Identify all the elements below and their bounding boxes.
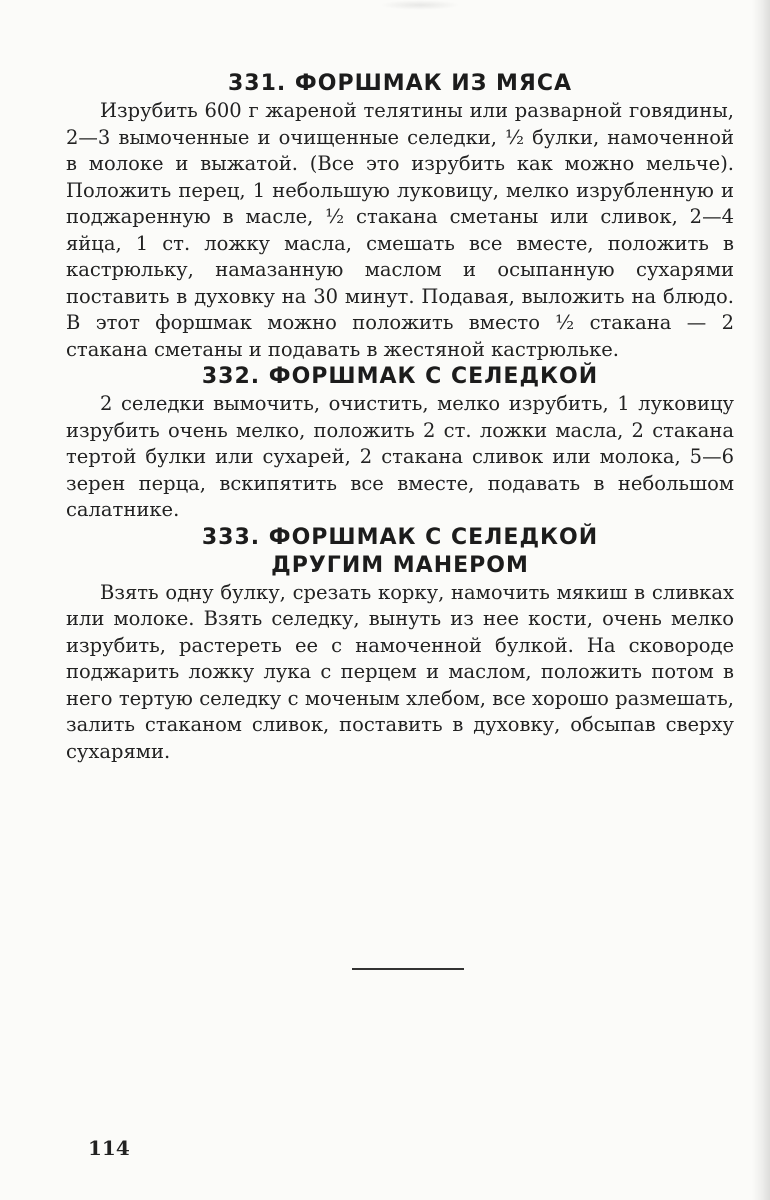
page-content: [66, 70, 734, 765]
recipe-title: 332. ФОРШМАК С СЕЛЕДКОЙ: [201, 364, 599, 389]
recipe-body: 2 селедки вымочить, очистить, мелко изрубить, 1 луковицу изрубить очень мелко, положить 2 ст. ложки масла, 2 стакана тертой булки или сухарей, 2 стакана сливок или молока, 5—6 зерен перца, вскипятить все вместе, подавать в небольшом салатнике.: [66, 392, 734, 521]
recipe-body: Взять одну булку, срезать корку, намочить мякиш в сливках или молоке. Взять селедку, вынуть из нее кости, очень мелко изрубить, растереть ее с намоченной булкой. На сковороде поджарить ложку лука с перцем и маслом, положить потом в него тертую селедку с моченым хлебом, все хорошо размешать, залить стаканом сливок, поставить в духовку, обсыпав сверху сухарями.: [66, 580, 734, 763]
recipe-body: Изрубить 600 г жареной телятины или разварной говядины, 2—3 вымоченные и очищенные селедки, ½ булки, намоченной в молоке и выжатой. (Все это изрубить как можно мельче). Положить перец, 1 небольшую луковицу, мелко изрубленную и поджаренную в масле, ½ стакана сметаны или сливок, 2—4 яйца, 1 ст. ложку масла, смешать все вместе, положить в кастрюльку, намазанную маслом и осыпанную сухарями поставить в духовку на 30 минут. Подавая, выложить на блюдо. В этот форшмак можно положить вместо ½ стакана — 2 стакана сметаны и подавать в жестяной кастрюльке.: [66, 99, 734, 361]
section-divider: [352, 968, 464, 970]
recipe-title: 331. ФОРШМАК ИЗ МЯСА: [227, 71, 573, 96]
page-number: 114: [88, 1136, 130, 1160]
recipe-title: [66, 524, 734, 580]
recipe-title-line-1: 333. ФОРШМАК С СЕЛЕДКОЙ: [201, 524, 599, 550]
page-edge-shadow: [752, 0, 770, 1200]
recipe-331: [66, 70, 734, 363]
recipe-title-line-2: ДРУГИМ МАНЕРОМ: [271, 552, 529, 578]
scan-smudge: [380, 0, 460, 10]
recipe-332: [66, 363, 734, 524]
recipe-333: [66, 524, 734, 766]
